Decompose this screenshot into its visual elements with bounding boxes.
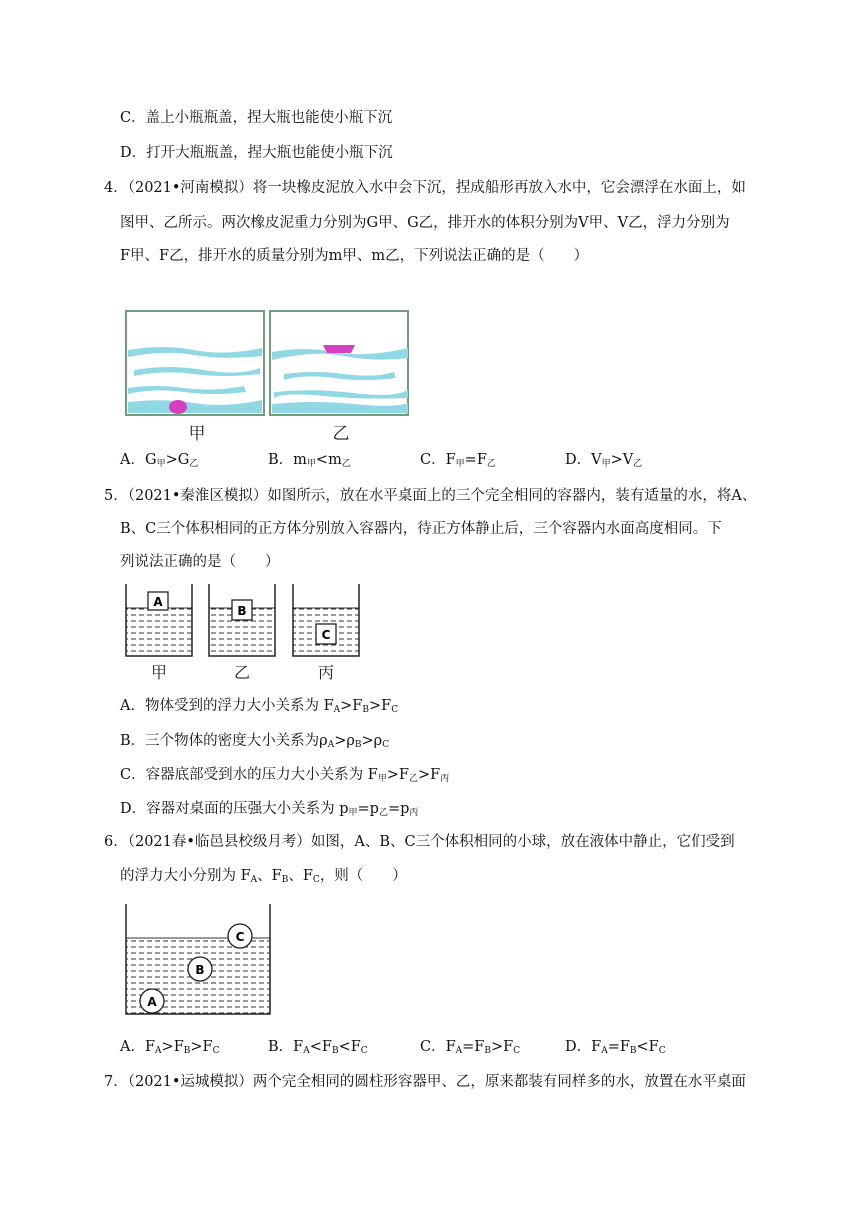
ball-c: C	[235, 930, 245, 944]
q3-option-c: C．盖上小瓶瓶盖，捏大瓶也能使小瓶下沉	[120, 110, 393, 126]
q6-option-a: A．$F_A>F_B>F_C$	[120, 1039, 220, 1056]
fig-label-bing: 丙	[317, 663, 335, 682]
q5-stem-line3: 列说法正确的是（ ）	[120, 554, 280, 570]
q4-option-c: C．$F_甲=F_乙$	[420, 452, 496, 469]
block-b: B	[237, 604, 247, 618]
q5-option-c: C．容器底部受到水的压力大小关系为 $F_甲>F_乙>F_丙$	[120, 767, 450, 784]
fig-label-yi: 乙	[332, 424, 350, 444]
ball-a: A	[147, 995, 157, 1009]
q4-stem-line1: 4．（2021•河南模拟）将一块橡皮泥放入水中会下沉，捏成船形再放入水中，它会漂浮在水面上，如	[104, 180, 746, 196]
q5-figure	[122, 582, 367, 682]
q7-stem-line1: 7．（2021•运城模拟）两个完全相同的圆柱形容器甲、乙，原来都装有同样多的水，放置在水平桌面	[104, 1074, 746, 1090]
q4-stem-line2: 图甲、乙所示。两次橡皮泥重力分别为G甲、G乙，排开水的体积分别为V甲、V乙，浮力分别为	[120, 215, 730, 231]
q4-option-d: D．$V_甲>V_乙$	[565, 452, 643, 469]
q4-stem-line3: F甲、F乙，排开水的质量分别为m甲、m乙，下列说法正确的是（ ）	[120, 248, 589, 264]
fig-label-jia: 甲	[188, 424, 206, 444]
block-c: C	[321, 628, 331, 642]
q6-stem-line1: 6．（2021春•临邑县校级月考）如图，A、B、C三个体积相同的小球，放在液体中静止，它们受到	[104, 834, 735, 850]
block-a: A	[153, 595, 163, 609]
q6-option-c: C．$F_A=F_B>F_C$	[420, 1039, 521, 1056]
fig-label-jia: 甲	[150, 663, 168, 682]
q5-stem-line1: 5．（2021•秦淮区模拟）如图所示，放在水平桌面上的三个完全相同的容器内，装有适量的水，将A、	[104, 488, 757, 504]
q4-option-b: B．$m_甲<m_乙$	[268, 452, 351, 469]
q5-option-b: B．三个物体的密度大小关系为$\rho_A>\rho_B>\rho_C$	[120, 733, 390, 750]
q5-stem-line2: B、C三个体积相同的正方体分别放入容器内，待正方体静止后，三个容器内水面高度相同。下	[120, 521, 722, 537]
q6-option-d: D．$F_A=F_B<F_C$	[565, 1039, 666, 1056]
q4-figure	[124, 308, 410, 448]
q4-option-a: A．$G_甲>G_乙$	[120, 452, 199, 469]
q6-figure	[122, 902, 276, 1018]
q3-option-d: D．打开大瓶瓶盖，捏大瓶也能使小瓶下沉	[120, 145, 393, 161]
q6-stem-line2: 的浮力大小分别为 $F_A$、$F_B$、$F_C$，则（ ）	[120, 868, 407, 885]
clay-boat	[323, 345, 355, 353]
q5-option-a: A．物体受到的浮力大小关系为 $F_A>F_B>F_C$	[120, 698, 399, 715]
ball-b: B	[195, 963, 205, 977]
q6-option-b: B．$F_A<F_B<F_C$	[268, 1039, 368, 1056]
q5-option-d: D．容器对桌面的压强大小关系为 $p_甲=p_乙=p_丙$	[120, 801, 419, 818]
clay-lump	[169, 400, 187, 414]
fig-label-yi: 乙	[233, 663, 251, 682]
